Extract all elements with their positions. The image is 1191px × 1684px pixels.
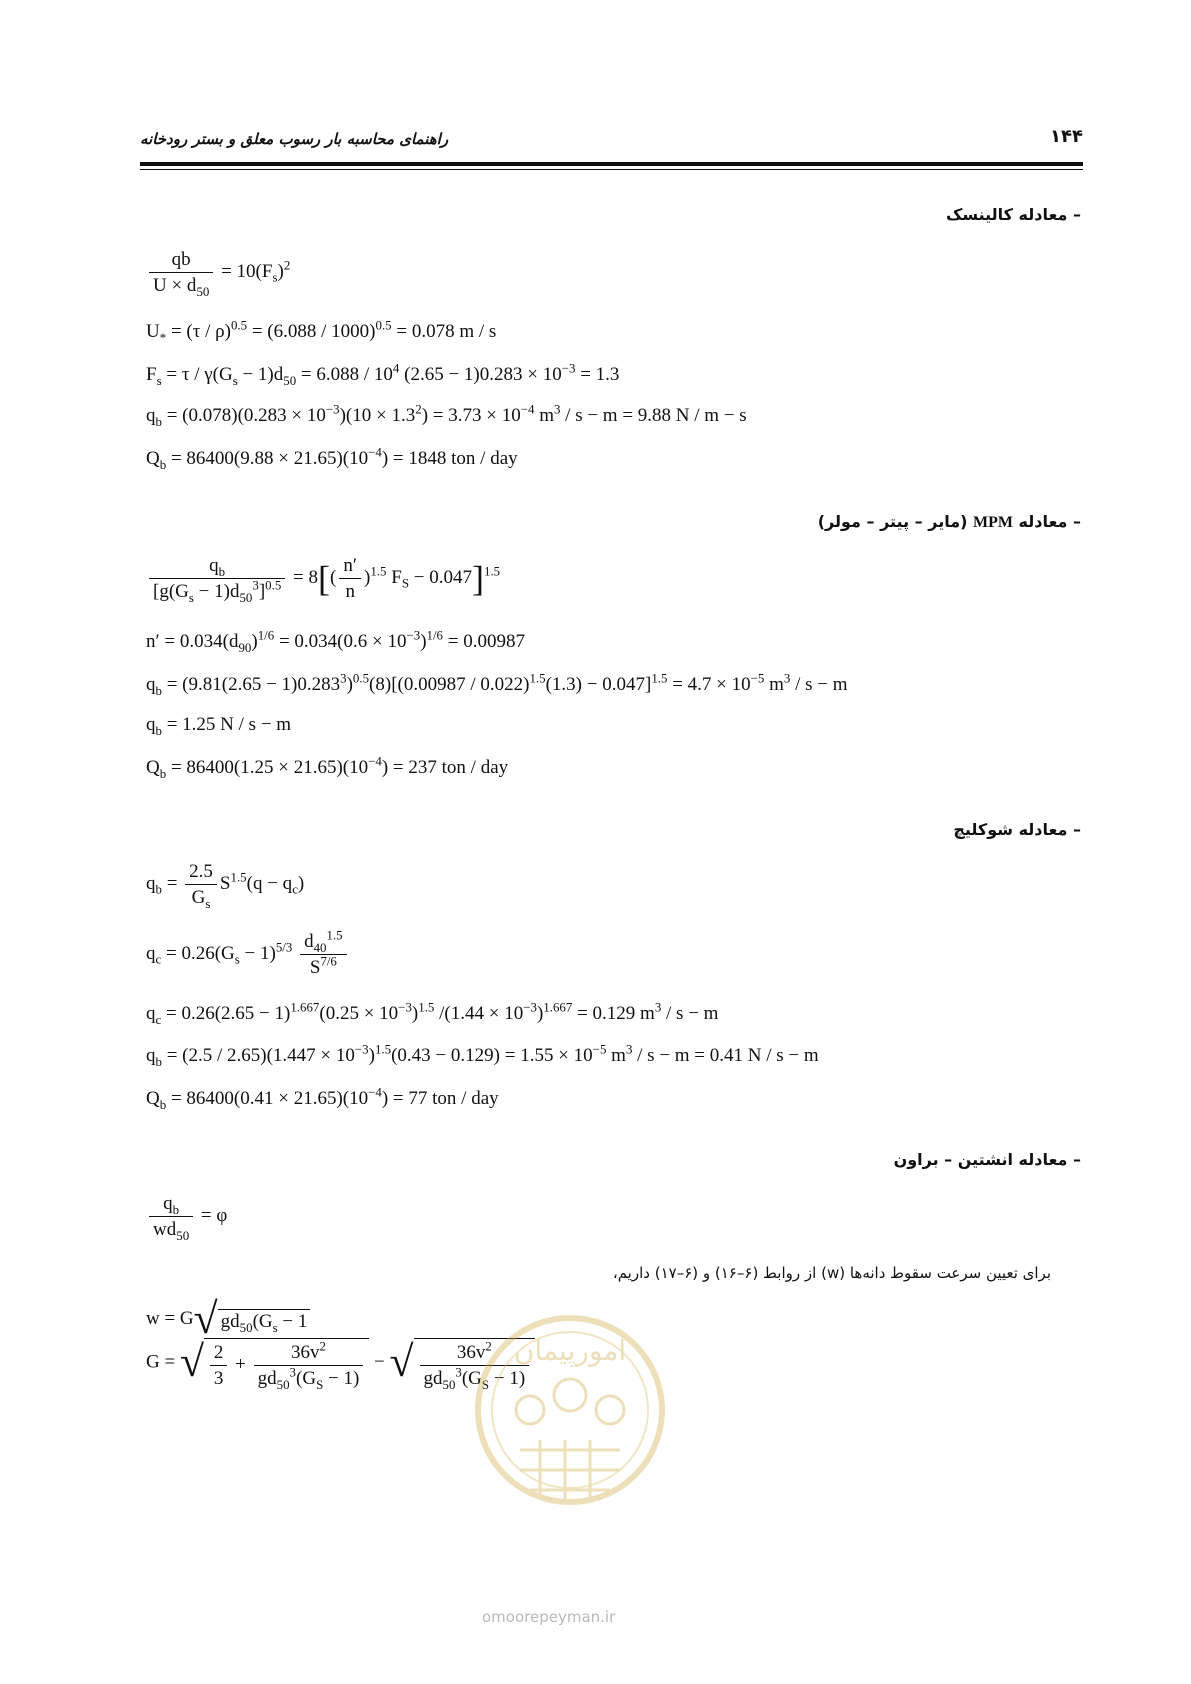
equation-qb-mpm: $q_b = (9.81(2.65 - 1)0.283^3)^{0.5}(8)[(0.00987 / 0.022)^{1.5}(1.3) - 0.047]^{1.5} = 4.7 \times 10^{-5}$ $m^3 / s - m$ — [146, 670, 848, 698]
heading-einstein-brown: – معادله انشتین – براون — [893, 1150, 1081, 1169]
equation-Qb-kalinske: $Q_b = 86400(9.88 \times 21.65)(10^{-4}) = 1848$ ton / day — [146, 444, 518, 472]
equation-n-prime: $n' = 0.034(d_{90})^{1/6} = 0.034(0.6 \times 10^{-3})^{1/6} = 0.00987$ — [146, 627, 525, 655]
equation-qc-general: $q_c = 0.26(G_s - 1)^{5/3}$ $\frac{d_{40}^{1.5}}{S^{7/6}}$ — [146, 932, 350, 977]
header-rule-thin — [140, 169, 1083, 170]
heading-mpm — [818, 512, 1081, 532]
equation-qc-value: $q_c = 0.26(2.65 - 1)^{1.667}(0.25 \times 10^{-3})^{1.5}$ $/(1.44 \times 10^{-3})^{1.667} = 0.129$ $m^3 / s - m$ — [146, 999, 719, 1027]
header-rule-thick — [140, 162, 1083, 166]
heading-kalinske: – معادله کالینسک — [945, 205, 1081, 224]
equation-qb-mpm-newton: $q_b = 1.25$ N / s − m — [146, 714, 292, 738]
equation-shear-velocity: $U_* = (\tau / \rho)^{0.5} = (6.088 / 1000)^{0.5} = 0.078$ m / s — [146, 317, 497, 345]
equation-qb-shoklitsch: $q_b = (2.5 / 2.65)(1.447 \times 10^{-3})^{1.5}(0.43 - 0.129) = 1.55 \times 10^{-5}$ $m^3 / s - m = 0.41$ N / s − m — [146, 1041, 819, 1069]
heading-shoklitsch: – معادله شوکلیچ — [953, 820, 1081, 839]
heading-mpm-prefix: – معادله — [1012, 512, 1081, 531]
equation-Qb-shoklitsch: $Q_b = 86400(0.41 \times 21.65)(10^{-4}) = 77$ ton / day — [146, 1084, 499, 1112]
watermark-logo-text: امورپیمان — [513, 1334, 627, 1367]
equation-fall-velocity: w = G√ $gd_{50}(G_s - 1$ — [146, 1298, 310, 1342]
equation-Qb-mpm: $Q_b = 86400(1.25 \times 21.65)(10^{-4}) = 237$ ton / day — [146, 753, 509, 781]
fall-velocity-text: برای تعیین سرعت سقوط دانه‌ها (w) از روابط (۶–۱۶) و (۶–۱۷) داریم، — [612, 1264, 1051, 1282]
equation-einstein-general: $\frac{q_b}{wd_{50}}$ = φ — [146, 1194, 227, 1239]
equation-shoklitsch-general: $q_b$ = $\frac{2.5}{G_s}$ $S^{1.5}(q - q_c)$ — [146, 861, 305, 911]
watermark-url: omoorepeyman.ir — [482, 1608, 616, 1626]
equation-fs: $F_s = \tau / \gamma(G_s - 1)d_{50} = 6.088 / 10^4$ $(2.65 - 1)0.283 \times 10^{-3} = 1.3$ — [146, 360, 620, 388]
running-header-title: راهنمای محاسبه بار رسوب معلق و بستر رودخانه — [140, 130, 449, 148]
heading-mpm-latin: MPM — [973, 514, 1013, 531]
heading-mpm-suffix: (مایر – پیتر – مولر) — [817, 512, 973, 531]
page-number: ۱۴۴ — [1050, 126, 1083, 147]
omoorepeyman-logo-icon — [470, 1300, 670, 1530]
equation-kalinske-general: $\frac{qb}{U \times d_{50}}$ = $10(F_s)^2$ — [146, 250, 290, 295]
equation-mpm-general: $\frac{q_b}{[g(G_s - 1)d_{50}^3]^{0.5}}$ = 8[( $\frac{n'}{n}$ )$^{1.5}$ $F_S - 0.047]^{1.5}$ — [146, 556, 500, 601]
equation-G-factor: G = √ $\frac{2}{3}$ + $\frac{36v^2}{gd_{50}^3(G_S - 1)}$ − √ $\frac{36v^2}{gd_{50}^3(G_S - 1)}$ — [146, 1338, 535, 1388]
equation-qb-kalinske: $q_b = (0.078)(0.283 \times 10^{-3})(10 \times 1.3^2) = 3.73 \times 10^{-4}$ $m^3 / s - m = 9.88$ N / m − s — [146, 401, 747, 429]
